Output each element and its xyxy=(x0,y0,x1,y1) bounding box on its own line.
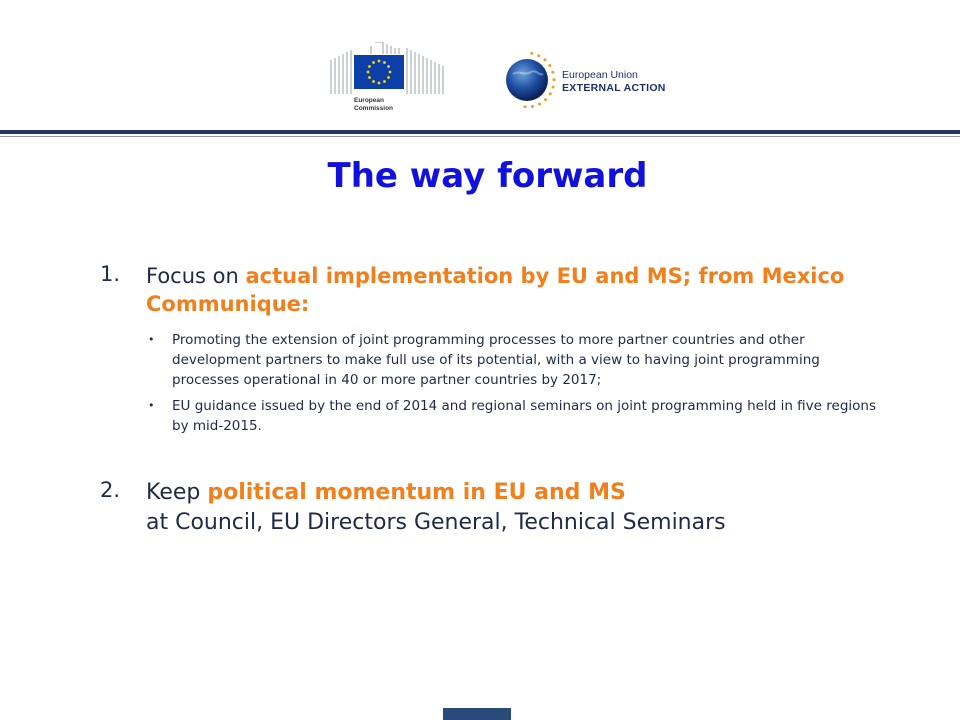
sub-bullet-list xyxy=(146,330,876,442)
star-icon xyxy=(551,71,554,74)
list-item-number: 1. xyxy=(100,262,121,286)
star-icon xyxy=(538,102,541,105)
sub-bullet-text: Promoting the extension of joint programming processes to more partner countries and other development partners to make full use of its potential, with a view to having joint programming processes operational in 40 or more partner countries by 2017; xyxy=(172,332,820,388)
list-item-number: 2. xyxy=(100,478,121,502)
header-divider-thin xyxy=(0,136,960,137)
eeas-logo-line-1: European Union xyxy=(562,69,638,81)
list-item-text: Focus on xyxy=(146,264,246,288)
star-icon xyxy=(524,105,527,108)
bullet-dot-icon: • xyxy=(148,333,155,346)
list-item-highlight: actual implementation by EU and MS; from Mexico Communique: xyxy=(146,264,845,316)
list-item-2 xyxy=(100,478,880,538)
star-icon xyxy=(383,61,386,64)
star-icon xyxy=(367,71,370,74)
list-item-continuation: at Council, EU Directors General, Technical Seminars xyxy=(146,510,726,535)
star-icon xyxy=(387,65,390,68)
star-icon xyxy=(372,80,375,83)
star-icon xyxy=(549,92,552,95)
star-icon xyxy=(530,52,533,55)
star-icon xyxy=(378,60,381,63)
list-item-1 xyxy=(100,262,880,318)
european-commission-logo xyxy=(327,42,449,120)
star-icon xyxy=(368,76,371,79)
star-icon xyxy=(537,54,540,57)
header-divider xyxy=(0,130,960,134)
star-icon xyxy=(387,76,390,79)
star-icon xyxy=(383,80,386,83)
sub-bullet-item xyxy=(146,330,876,390)
star-icon xyxy=(552,78,555,81)
globe-stars-icon xyxy=(503,52,563,108)
slide-title: The way forward xyxy=(327,156,648,196)
star-icon xyxy=(368,65,371,68)
footer-tab xyxy=(443,708,511,720)
star-icon xyxy=(548,64,551,67)
eeas-logo-line-2: EXTERNAL ACTION xyxy=(562,82,666,94)
star-icon xyxy=(544,98,547,101)
ec-logo-line-2: Commission xyxy=(354,105,394,112)
eu-external-action-logo xyxy=(503,52,693,108)
star-icon xyxy=(389,71,392,74)
star-icon xyxy=(372,61,375,64)
star-icon xyxy=(378,82,381,85)
list-item-text: Keep xyxy=(146,480,208,505)
ec-logo-line-1: European xyxy=(354,97,384,104)
star-icon xyxy=(531,105,534,108)
sub-bullet-item xyxy=(146,396,876,436)
sub-bullet-text: EU guidance issued by the end of 2014 and regional seminars on joint programming held in five regions by mid-2015. xyxy=(172,398,876,434)
star-icon xyxy=(543,58,546,61)
bullet-dot-icon: • xyxy=(148,399,155,412)
list-item-highlight: political momentum in EU and MS xyxy=(207,480,626,505)
star-icon xyxy=(552,85,555,88)
